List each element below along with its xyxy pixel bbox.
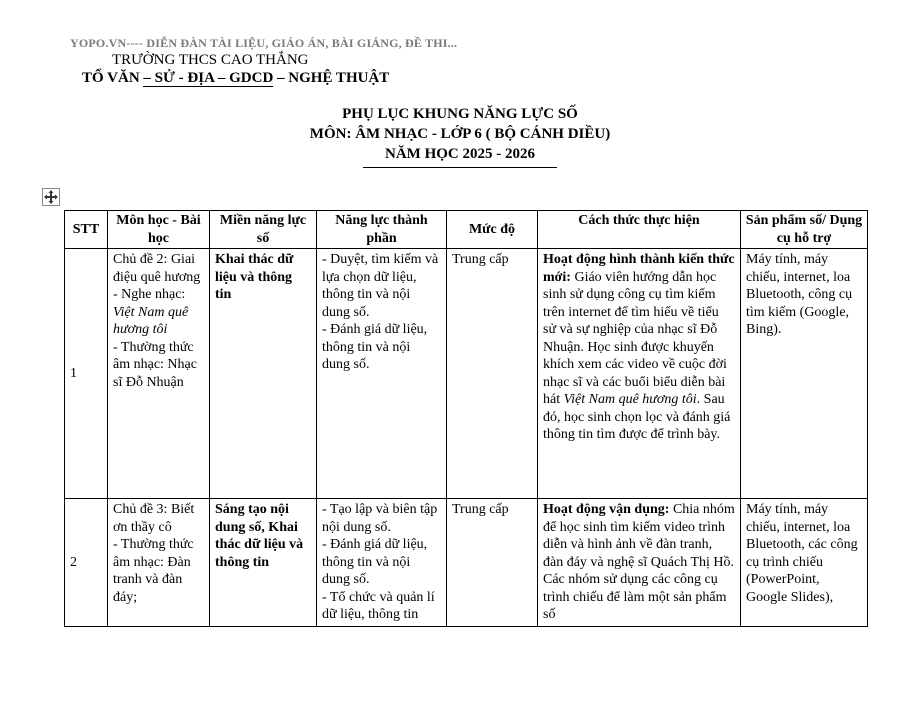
row-product: Máy tính, máy chiếu, internet, loa Bluetooth, công cụ tìm kiếm (Google, Bing). xyxy=(741,249,868,499)
component-item: - Duyệt, tìm kiếm và lựa chọn dữ liệu, thông tin và nội dung số. xyxy=(322,252,439,320)
table-move-handle[interactable] xyxy=(42,188,60,206)
domain-text: Sáng tạo nội dung số, Khai thác dữ liệu và thông tin xyxy=(215,502,304,570)
title-line-3: NĂM HỌC 2025 - 2026 xyxy=(363,144,557,168)
dept-suffix: – NGHỆ THUẬT xyxy=(273,70,390,86)
row-domain xyxy=(210,249,317,499)
method-heading: Hoạt động vận dụng: xyxy=(543,502,670,517)
component-item: - Đánh giá dữ liệu, thông tin và nội dung số. xyxy=(322,322,428,372)
row-subject xyxy=(108,499,210,627)
domain-text: Khai thác dữ liệu và thông tin xyxy=(215,252,294,302)
method-text: Giáo viên hướng dẫn học sinh sử dụng công cụ tìm kiếm trên internet để tìm hiểu về tiểu sử và sự nghiệp của nhạc sĩ Đỗ Nhuận. Học sinh được khuyến khích xem các video về cuộc đời nhạc sĩ và các buổi biểu diễn bài hát xyxy=(543,269,727,407)
header-domain: Miền năng lực số xyxy=(210,211,317,249)
watermark-text: YOPO.VN---- DIỄN ĐÀN TÀI LIỆU, GIÁO ÁN, BÀI GIẢNG, ĐỀ THI... xyxy=(70,36,458,50)
department-name xyxy=(82,70,389,87)
row-component xyxy=(317,499,447,627)
competency-table xyxy=(64,210,868,627)
table-row xyxy=(65,249,868,499)
row-product: Máy tính, máy chiếu, internet, loa Bluetooth, các công cụ trình chiếu (PowerPoint, Google Slides), xyxy=(741,499,868,627)
school-name: TRƯỜNG THCS CAO THẮNG xyxy=(112,52,309,68)
row-level: Trung cấp xyxy=(447,249,538,499)
row-stt: 2 xyxy=(65,499,108,627)
row-level: Trung cấp xyxy=(447,499,538,627)
method-song-title: Việt Nam quê hương tôi xyxy=(563,392,697,407)
method-heading: Hoạt động hình thành kiến thức mới: xyxy=(543,252,735,285)
component-item: - Tạo lập và biên tập nội dung số. xyxy=(322,502,438,535)
subject-theory: - Thường thức âm nhạc: Đàn tranh và đàn đáy; xyxy=(113,537,194,605)
header-component: Năng lực thành phần xyxy=(317,211,447,249)
header-method: Cách thức thực hiện xyxy=(538,211,741,249)
component-item: - Đánh giá dữ liệu, thông tin và nội dung số. xyxy=(322,537,428,587)
subject-topic: Chủ đề 2: Giai điệu quê hương xyxy=(113,252,201,285)
subject-listening-label: - Nghe nhạc: xyxy=(113,287,186,302)
row-method xyxy=(538,499,741,627)
row-domain xyxy=(210,499,317,627)
header-subject: Môn học - Bài học xyxy=(108,211,210,249)
title-line-2: MÔN: ÂM NHẠC - LỚP 6 ( BỘ CÁNH DIỀU) xyxy=(309,126,611,142)
move-handle-icon xyxy=(43,189,59,205)
table-header-row xyxy=(65,211,868,249)
subject-theory: - Thường thức âm nhạc: Nhạc sĩ Đỗ Nhuận xyxy=(113,339,197,390)
component-item: - Tổ chức và quản lí dữ liệu, thông tin xyxy=(322,589,435,622)
row-subject xyxy=(108,249,210,499)
row-method xyxy=(538,249,741,499)
row-stt: 1 xyxy=(65,249,108,499)
dept-underlined: – SỬ - ĐỊA – GDCD xyxy=(143,70,274,86)
method-text: Chia nhóm để học sinh tìm kiếm video trình diễn và hình ảnh về đàn tranh, đàn đáy và nghệ sĩ Quách Thị Hồ. Các nhóm sử dụng các công cụ trình chiếu để làm một sản phẩm số xyxy=(543,502,735,622)
header-level: Mức độ xyxy=(447,211,538,249)
table-row xyxy=(65,499,868,627)
title-line-1: PHỤ LỤC KHUNG NĂNG LỰC SỐ xyxy=(342,106,578,122)
method-text-end: . Sau đó, học sinh chọn lọc và đánh giá thông tin tìm được để trình bày. xyxy=(543,392,731,442)
row-component xyxy=(317,249,447,499)
dept-prefix: TỔ VĂN xyxy=(82,70,144,86)
header-stt: STT xyxy=(65,211,108,249)
header-product: Sản phẩm số/ Dụng cụ hỗ trợ xyxy=(741,211,868,249)
subject-song-title: Việt Nam quê hương tôi xyxy=(113,304,189,337)
subject-listening xyxy=(113,286,204,339)
subject-topic: Chủ đề 3: Biết ơn thầy cô xyxy=(113,502,195,535)
document-title xyxy=(260,104,660,168)
